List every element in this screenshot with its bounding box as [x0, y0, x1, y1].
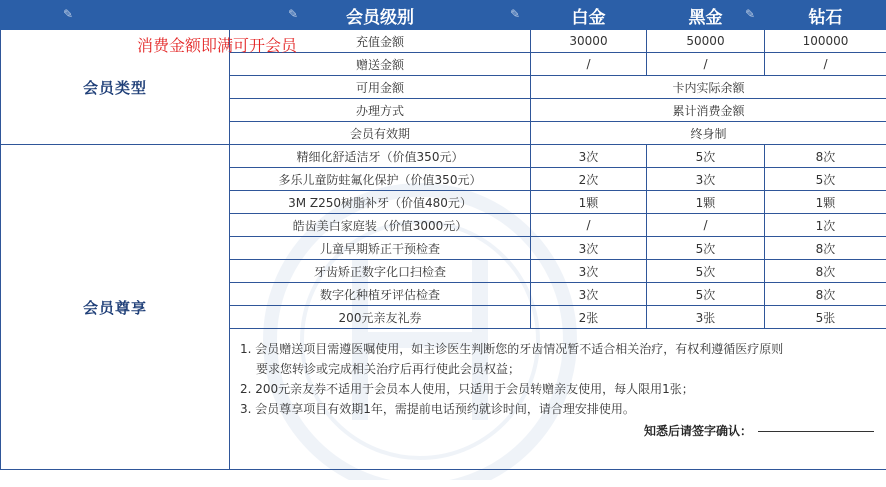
merged-value-cell: 卡内实际余额: [531, 76, 886, 99]
tier-platinum: [531, 1, 647, 30]
note-1-continued: 要求您转诊或完成相关治疗后再行使此会员权益；: [256, 362, 521, 376]
value-cell: /: [531, 53, 647, 76]
row-label: 200元亲友礼券: [230, 306, 531, 329]
value-cell: 8次: [765, 260, 886, 283]
signature-label: 知悉后请签字确认：: [643, 424, 752, 438]
row-label: 牙齿矫正数字化口扫检查: [230, 260, 531, 283]
row-label: 赠送金额: [230, 53, 531, 76]
value-cell: 8次: [765, 237, 886, 260]
value-cell: 8次: [765, 283, 886, 306]
tier-black: [647, 1, 765, 30]
merged-value-cell: 终身制: [531, 122, 886, 145]
perk-row: [1, 145, 886, 168]
value-cell: 1颗: [765, 191, 886, 214]
value-cell: 5次: [647, 260, 765, 283]
value-cell: 3次: [531, 283, 647, 306]
member-type-label: 会员类型: [1, 30, 230, 145]
value-cell: 50000: [647, 30, 765, 53]
value-cell: 3次: [531, 237, 647, 260]
value-cell: 3张: [647, 306, 765, 329]
note-3: 3. 会员尊享项目有效期1年，需提前电话预约就诊时间，请合理安排使用。: [240, 402, 635, 416]
value-cell: 1颗: [647, 191, 765, 214]
decor-icon: ✎: [63, 7, 74, 21]
row-label: 办理方式: [230, 99, 531, 122]
value-cell: 3次: [531, 260, 647, 283]
value-cell: 100000: [765, 30, 886, 53]
decor-icon: ✎: [288, 7, 299, 21]
value-cell: 3次: [647, 168, 765, 191]
value-cell: 5次: [647, 237, 765, 260]
member-perks-label: 会员尊享: [1, 145, 230, 470]
row-label: 儿童早期矫正干预检查: [230, 237, 531, 260]
value-cell: 5次: [765, 168, 886, 191]
value-cell: 2张: [531, 306, 647, 329]
header-row: [1, 1, 886, 30]
row-label: 数字化种植牙评估检查: [230, 283, 531, 306]
value-cell: 8次: [765, 145, 886, 168]
row-label: 可用金额: [230, 76, 531, 99]
value-cell: 30000: [531, 30, 647, 53]
tier-platinum-label: 白金: [571, 7, 606, 28]
tier-diamond-label: 钻石: [808, 7, 843, 28]
row-label: 精细化舒适洁牙（价值350元）: [230, 145, 531, 168]
decor-icon: ✎: [745, 7, 756, 21]
value-cell: /: [647, 214, 765, 237]
value-cell: 1次: [765, 214, 886, 237]
merged-value-cell: 累计消费金额: [531, 99, 886, 122]
row-label: 多乐儿童防蛀氟化保护（价值350元）: [230, 168, 531, 191]
tier-diamond: [765, 1, 886, 30]
signature-line[interactable]: [758, 431, 874, 432]
row-label: 3M Z250树脂补牙（价值480元）: [230, 191, 531, 214]
signature-area: [240, 421, 874, 441]
value-cell: /: [647, 53, 765, 76]
level-label: 会员级别: [346, 7, 414, 28]
value-cell: 3次: [531, 145, 647, 168]
value-cell: 5次: [647, 145, 765, 168]
red-annotation: 消费金额即满可开会员: [137, 36, 298, 55]
header-level-cell: [230, 1, 531, 30]
value-cell: 5次: [647, 283, 765, 306]
value-cell: /: [765, 53, 886, 76]
value-cell: 5张: [765, 306, 886, 329]
note-1: 1. 会员赠送项目需遵医嘱使用，如主诊医生判断您的牙齿情况暂不适合相关治疗，有权利遵循医疗原则: [240, 342, 784, 356]
type-row: [1, 30, 886, 53]
row-label: 会员有效期: [230, 122, 531, 145]
decor-icon: ✎: [510, 7, 521, 21]
row-label: 充值金额: [230, 30, 531, 53]
value-cell: 2次: [531, 168, 647, 191]
value-cell: /: [531, 214, 647, 237]
row-label: 皓齿美白家庭装（价值3000元）: [230, 214, 531, 237]
header-corner-cell: [1, 1, 230, 30]
tier-black-label: 黑金: [688, 7, 723, 28]
value-cell: 1颗: [531, 191, 647, 214]
note-2: 2. 200元亲友券不适用于会员本人使用，只适用于会员转赠亲友使用，每人限用1张；: [240, 382, 694, 396]
notes-cell: [230, 329, 886, 470]
